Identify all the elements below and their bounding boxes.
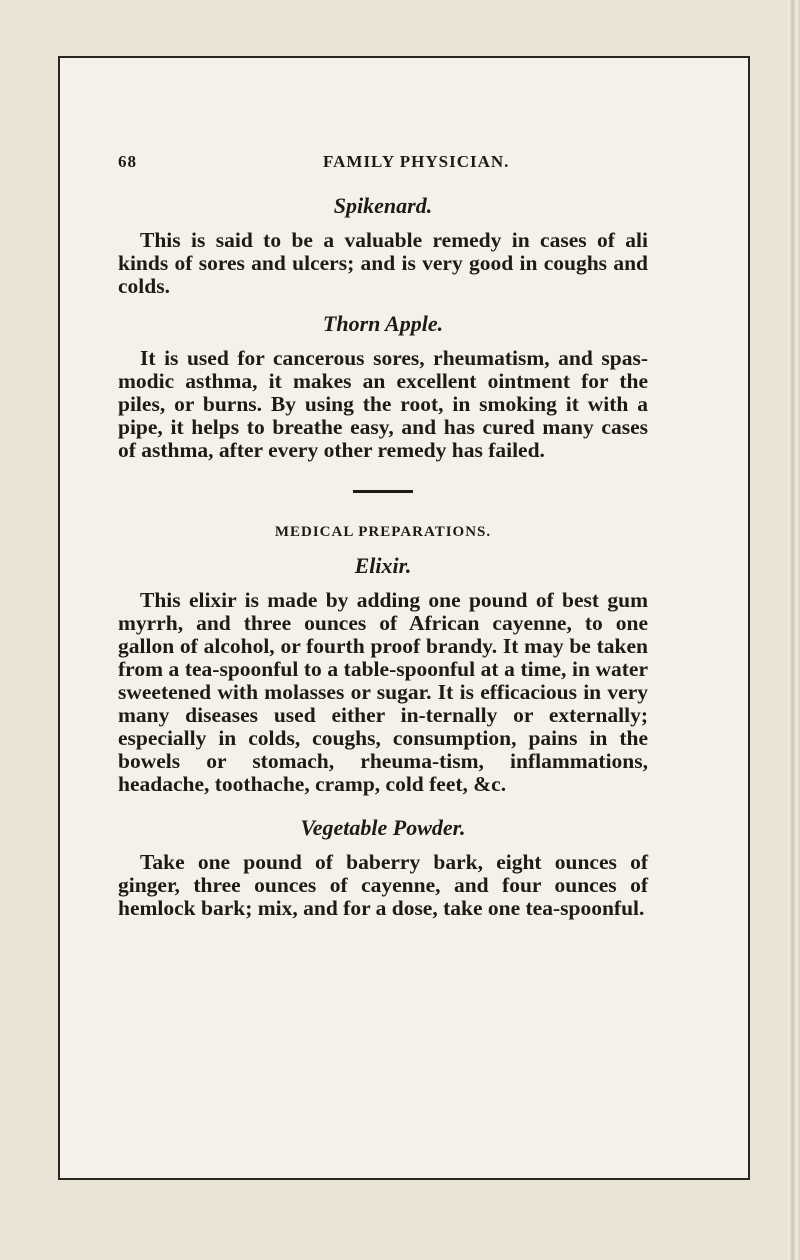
page-edge	[788, 0, 800, 1260]
section-title-vegetable-powder: Vegetable Powder.	[300, 815, 466, 840]
section-body-vegetable-powder: Take one pound of baberry bark, eight ounces of ginger, three ounces of cayenne, and four ounces of hemlock bark; mix, and for a dose, take one tea-spoonful.	[118, 850, 648, 920]
chapter-heading: MEDICAL PREPARATIONS.	[274, 524, 492, 540]
section-body-spikenard: This is said to be a valuable remedy in cases of ali kinds of sores and ulcers; and is very good in coughs and colds.	[118, 228, 648, 298]
page-text	[118, 150, 648, 920]
running-title: FAMILY PHYSICIAN.	[323, 152, 510, 171]
page-number: 68	[118, 152, 137, 171]
section-divider	[353, 490, 413, 493]
section-body-elixir: This elixir is made by adding one pound of best gum myrrh, and three ounces of African cayenne, to one gallon of alcohol, or fourth proof brandy. It may be taken from a tea-spoonful to a table-spoonful at a time, in water sweetened with molasses or sugar. It is efficacious in very many diseases used either in-ternally or externally; especially in colds, coughs, consumption, pains in the bowels or stomach, rheuma-tism, inflammations, headache, toothache, cramp, cold feet, &c.	[118, 588, 648, 796]
section-body-thorn-apple: It is used for cancerous sores, rheumatism, and spas-modic asthma, it makes an excellent ointment for the piles, or burns. By using the root, in smoking it with a pipe, it helps to breathe easy, and has cured many cases of asthma, after every other remedy has failed.	[118, 346, 648, 462]
section-title-thorn-apple: Thorn Apple.	[322, 311, 444, 336]
running-head	[118, 150, 648, 176]
section-title-spikenard: Spikenard.	[333, 193, 433, 218]
section-title-elixir: Elixir.	[354, 553, 412, 578]
